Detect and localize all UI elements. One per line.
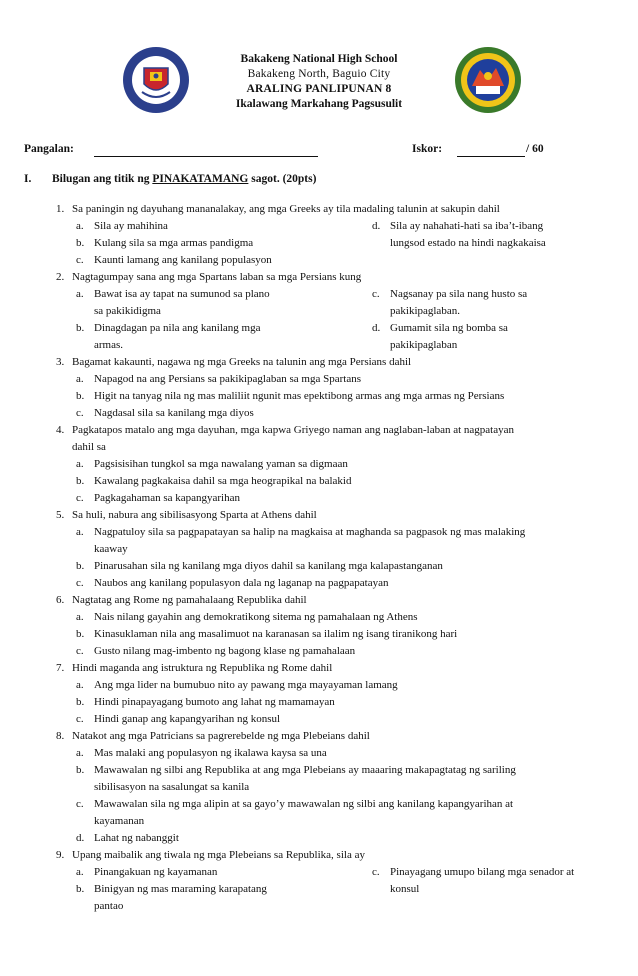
school-name: Bakakeng National High School: [240, 53, 398, 65]
instruction-emphasis: PINAKATAMANG: [152, 173, 249, 185]
choice-5a[interactable]: a. Nagpatuloy sila sa pagpapatayan sa halip na magkaisa at maghanda sa pagpasok ng mas malaking: [76, 526, 526, 538]
choice-2d[interactable]: d. Gumamit sila ng bomba sa: [372, 322, 508, 334]
choice-2b-cont: armas.: [94, 339, 124, 351]
choice-6b[interactable]: b. Kinasuklaman nila ang masalimuot na karanasan sa ilalim ng isang tiranikong hari: [76, 628, 458, 640]
question-text: Bagamat kakaunti, nagawa ng mga Greeks na talunin ang mga Persians dahil: [72, 356, 412, 368]
choice-3b[interactable]: b. Higit na tanyag nila ng mas maliliit ngunit mas epektibong armas ang mga armas ng Persians: [76, 390, 505, 402]
choice-5b[interactable]: b. Pinarusahan sila ng kanilang mga diyos dahil sa kanilang mga kalapastanganan: [76, 560, 443, 572]
name-label: Pangalan:: [24, 143, 74, 155]
exam-title: Ikalawang Markahang Pagsusulit: [235, 98, 403, 110]
choice-7b[interactable]: b. Hindi pinapayagang bumoto ang lahat ng mamamayan: [76, 696, 335, 708]
score-label: Iskor:: [412, 143, 443, 155]
choice-7a[interactable]: a. Ang mga lider na bumubuo nito ay pawang mga mayayaman lamang: [76, 679, 398, 691]
choice-2a[interactable]: a. Bawat isa ay tapat na sumunod sa plano: [76, 288, 270, 300]
question-text: Upang maibalik ang tiwala ng mga Plebeians sa Republika, sila ay: [72, 849, 365, 861]
choice-9b[interactable]: b. Binigyan ng mas maraming karapatang: [76, 883, 267, 895]
question-5: 5. Sa huli, nabura ang sibilisasyong Sparta at Athens dahil: [56, 509, 317, 521]
question-text: Natakot ang mga Patricians sa pagrerebelde ng mga Plebeians dahil: [72, 730, 370, 742]
question-text: Nagtagumpay sana ang mga Spartans laban sa mga Persians kung: [72, 271, 362, 283]
choice-8a[interactable]: a. Mas malaki ang populasyon ng ikalawa kaysa sa una: [76, 747, 327, 759]
subject-title: ARALING PANLIPUNAN 8: [246, 83, 392, 95]
choice-3c[interactable]: c. Nagdasal sila sa kanilang mga diyos: [76, 407, 254, 419]
question-text: Nagtatag ang Rome ng pamahalaang Republika dahil: [72, 594, 307, 606]
choice-9c[interactable]: c. Pinayagang umupo bilang mga senador at: [372, 866, 575, 878]
question-4: 4. Pagkatapos matalo ang mga dayuhan, mga kapwa Griyego naman ang naglaban-laban at nagpatayan: [56, 424, 514, 436]
score-field[interactable]: [457, 156, 525, 157]
score-total: / 60: [526, 143, 544, 155]
question-2: 2. Nagtagumpay sana ang mga Spartans laban sa mga Persians kung: [56, 271, 362, 283]
choice-6c[interactable]: c. Gusto nilang mag-imbento ng bagong klase ng pamahalaan: [76, 645, 356, 657]
choice-9c-cont: konsul: [390, 883, 420, 895]
choice-8d[interactable]: d. Lahat ng nabanggit: [76, 832, 179, 844]
choice-1b[interactable]: b. Kulang sila sa mga armas pandigma: [76, 237, 254, 249]
name-field[interactable]: [94, 156, 318, 157]
choice-2b[interactable]: b. Dinagdagan pa nila ang kanilang mga: [76, 322, 261, 334]
choice-5c[interactable]: c. Naubos ang kanilang populasyon dala ng laganap na pagpapatayan: [76, 577, 389, 589]
choice-1c[interactable]: c. Kaunti lamang ang kanilang populasyon: [76, 254, 272, 266]
instructions: [24, 173, 316, 185]
choice-2a-cont: sa pakikidigma: [94, 305, 161, 317]
question-text: Sa huli, nabura ang sibilisasyong Sparta at Athens dahil: [72, 509, 317, 521]
choice-8b-cont: sibilisasyon na sasalungat sa kanila: [94, 781, 250, 793]
choice-9a[interactable]: a. Pinangakuan ng kayamanan: [76, 866, 218, 878]
choice-4a[interactable]: a. Pagsisisihan tungkol sa mga nawalang yaman sa digmaan: [76, 458, 348, 470]
choice-5a-cont: kaaway: [94, 543, 128, 555]
instruction-points: sagot. (20pts): [251, 173, 317, 185]
question-3: 3. Bagamat kakaunti, nagawa ng mga Greeks na talunin ang mga Persians dahil: [56, 356, 412, 368]
instruction-text: Bilugan ang titik ng: [52, 173, 150, 185]
choice-1d-cont: lungsod estado na hindi nagkakaisa: [390, 237, 546, 249]
choice-9b-cont: pantao: [94, 900, 124, 912]
student-info: [24, 143, 624, 161]
question-4-cont: dahil sa: [72, 441, 106, 453]
choice-2d-cont: pakikipaglaban: [390, 339, 458, 351]
choice-4b[interactable]: b. Kawalang pagkakaisa dahil sa mga heograpikal na balakid: [76, 475, 352, 487]
choice-2c-cont: pakikipaglaban.: [390, 305, 460, 317]
choice-8b[interactable]: b. Mawawalan ng silbi ang Republika at ang mga Plebeians ay maaaring makapagtatag ng sariling: [76, 764, 516, 776]
question-9: 9. Upang maibalik ang tiwala ng mga Plebeians sa Republika, sila ay: [56, 849, 365, 861]
choice-2c[interactable]: c. Nagsanay pa sila nang husto sa: [372, 288, 528, 300]
choice-1a[interactable]: a. Sila ay mahihina: [76, 220, 168, 232]
question-text: Hindi maganda ang istruktura ng Republika ng Rome dahil: [72, 662, 333, 674]
question-6: 6. Nagtatag ang Rome ng pamahalaang Republika dahil: [56, 594, 307, 606]
question-8: 8. Natakot ang mga Patricians sa pagrerebelde ng mga Plebeians dahil: [56, 730, 370, 742]
question-1: 1. Sa paningin ng dayuhang mananalakay, ang mga Greeks ay tila madaling talunin at sakupin dahil: [56, 203, 500, 215]
choice-3a[interactable]: a. Napagod na ang Persians sa pakikipaglaban sa mga Spartans: [76, 373, 361, 385]
question-7: 7. Hindi maganda ang istruktura ng Republika ng Rome dahil: [56, 662, 333, 674]
choice-8c[interactable]: c. Mawawalan sila ng mga alipin at sa gayo’y mawawalan ng silbi ang kanilang kapangyarihan at: [76, 798, 514, 810]
question-text: Sa paningin ng dayuhang mananalakay, ang mga Greeks ay tila madaling talunin at sakupin dahil: [72, 203, 500, 215]
choice-4c[interactable]: c. Pagkagahaman sa kapangyarihan: [76, 492, 240, 504]
section-number: I.: [24, 173, 32, 185]
choice-6a[interactable]: a. Nais nilang gayahin ang demokratikong sitema ng pamahalaan ng Athens: [76, 611, 418, 623]
exam-header: [0, 52, 638, 112]
choice-7c[interactable]: c. Hindi ganap ang kapangyarihan ng konsul: [76, 713, 281, 725]
school-address: Bakakeng North, Baguio City: [247, 68, 391, 80]
question-text: Pagkatapos matalo ang mga dayuhan, mga kapwa Griyego naman ang naglaban-laban at nagpatayan: [72, 424, 514, 436]
choice-1d[interactable]: d. Sila ay nahahati-hati sa iba’t-ibang: [372, 220, 544, 232]
choice-8c-cont: kayamanan: [94, 815, 145, 827]
